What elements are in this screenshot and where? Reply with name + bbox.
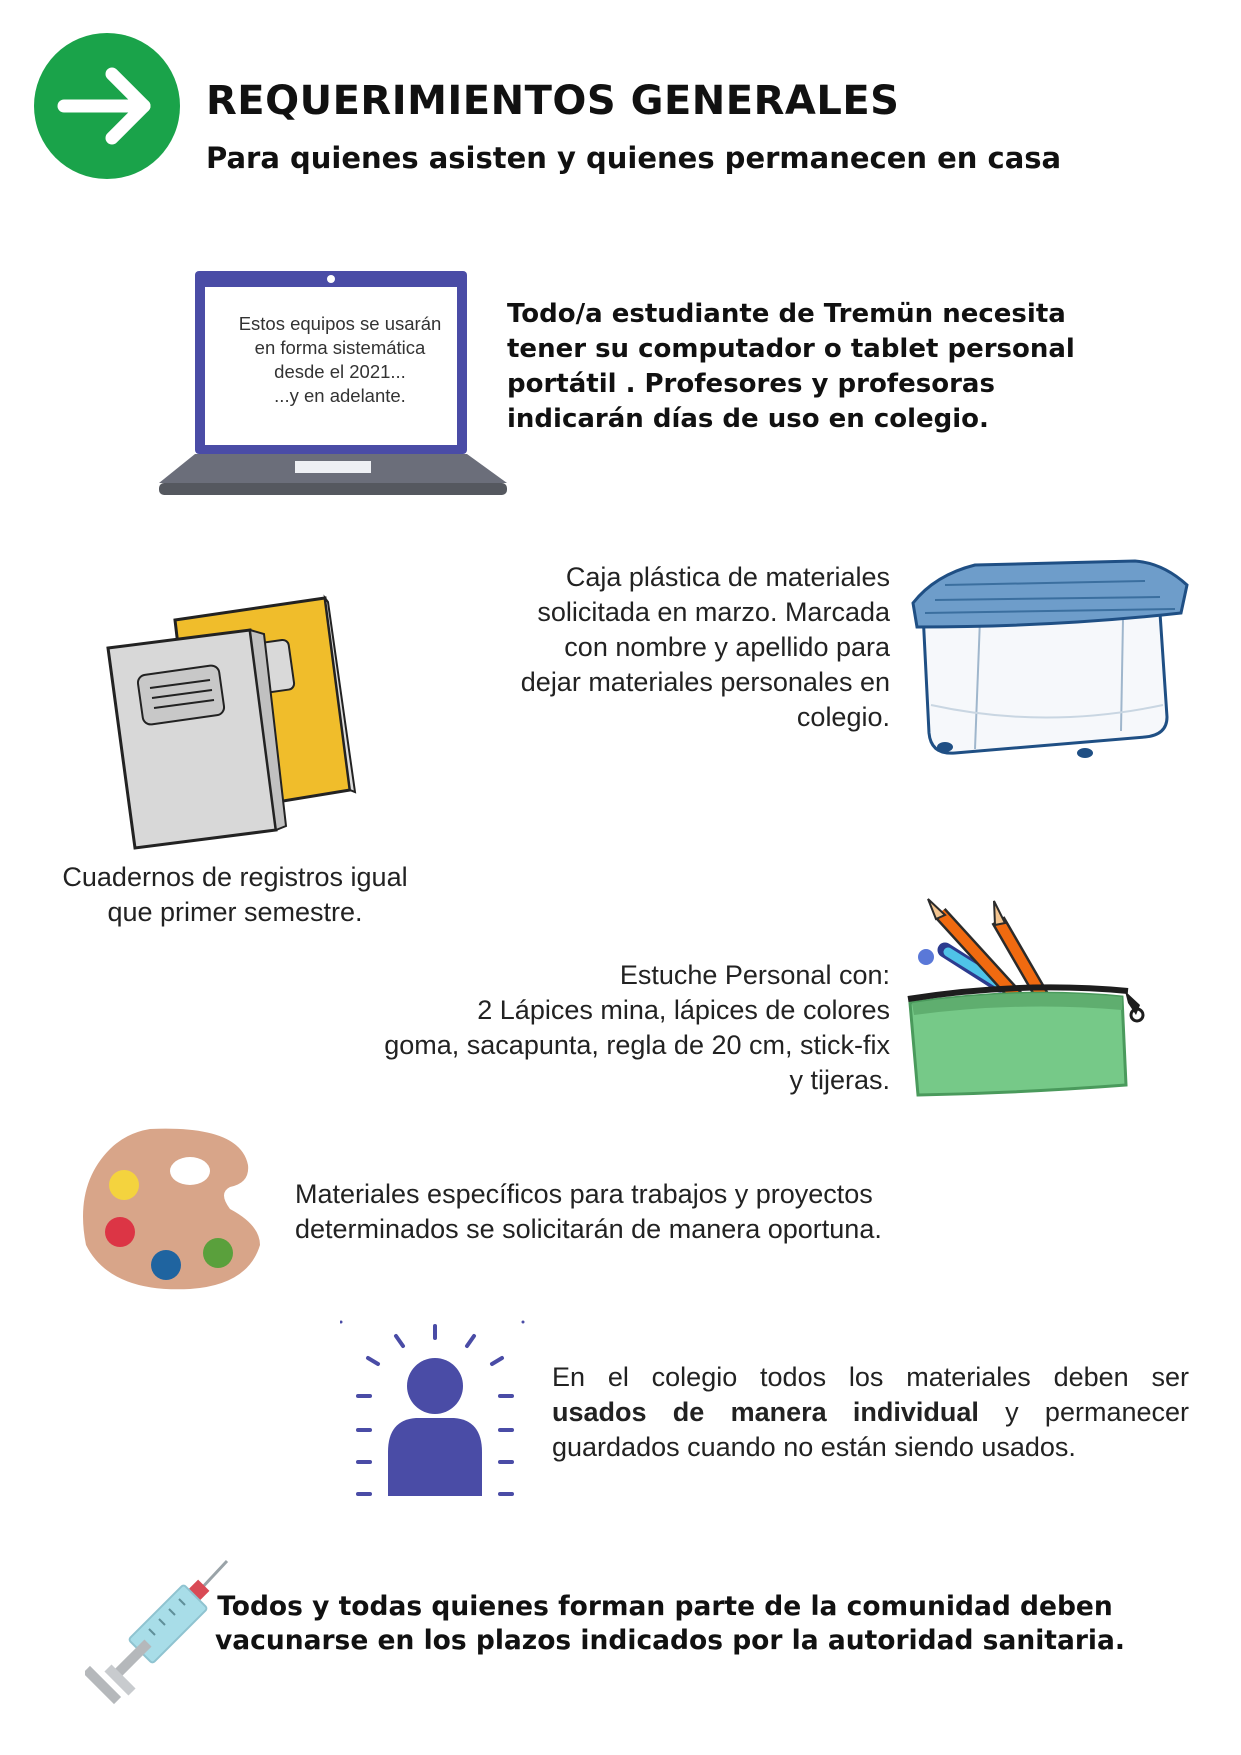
box-requirement-text [440,560,890,735]
notebooks-requirement-text [30,860,440,930]
notebooks-text-line: Cuadernos de registros igual [62,862,408,892]
laptop-screen-line: desde el 2021... [274,361,406,382]
individual-text-line: guardados cuando no están siendo usados. [552,1432,1076,1462]
individual-text-rest: y permanecer [978,1397,1190,1427]
pencil-case-icon [900,895,1165,1105]
box-text-line: Caja plástica de materiales [565,562,890,592]
laptop-screen-line: ...y en adelante. [274,385,406,406]
pencil-case-text-line: y tijeras. [789,1065,890,1095]
individual-text-line: En el colegio todos los materiales deben ser [552,1362,1189,1392]
notebooks-text-line: que primer semestre. [107,897,363,927]
individual-text-line-2 [552,1395,1189,1430]
individual-requirement-text [552,1360,1189,1465]
syringe-icon [85,1555,235,1710]
palette-text-line: determinados se solicitarán de manera oportuna. [295,1214,882,1244]
pencil-case-text-line: 2 Lápices mina, lápices de colores [477,995,890,1025]
plastic-box-icon [905,555,1195,765]
laptop-screen-note [210,312,470,408]
laptop-text-line: portátil . Profesores y profesoras [507,369,995,399]
laptop-text-line: Todo/a estudiante de Tremün necesita [507,299,1066,329]
vaccine-text-line: vacunarse en los plazos indicados por la autoridad sanitaria. [215,1625,1125,1656]
laptop-screen-line: Estos equipos se usarán [238,313,442,334]
laptop-text-line: tener su computador o tablet personal [507,334,1075,364]
box-text-line: con nombre y apellido para [564,632,890,662]
box-text-line: colegio. [796,702,890,732]
palette-text-line: Materiales específicos para trabajos y proyectos [295,1179,873,1209]
individual-emphasis: usados de manera individual [552,1397,979,1427]
laptop-text-line: indicarán días de uso en colegio. [507,404,989,434]
page-title: REQUERIMIENTOS GENERALES [206,78,900,124]
arrow-right-icon [34,33,180,179]
page-subtitle: Para quienes asisten y quienes permanecen en casa [206,141,1062,175]
box-text-line: solicitada en marzo. Marcada [537,597,890,627]
laptop-screen-line: en forma sistemática [254,337,426,358]
header-circle [34,33,180,179]
pencil-case-text-line: Estuche Personal con: [619,960,890,990]
laptop-requirement-text [507,297,1075,437]
palette-requirement-text [295,1177,882,1247]
box-text-line: dejar materiales personales en [520,667,890,697]
pencil-case-text-line: goma, sacapunta, regla de 20 cm, stick-fix [384,1030,890,1060]
vaccine-requirement-text [215,1590,1125,1658]
paint-palette-icon [80,1125,280,1295]
person-icon [340,1320,530,1505]
notebooks-icon [100,590,360,850]
vaccine-text-line: Todos y todas quienes forman parte de la comunidad deben [217,1591,1113,1622]
pencil-case-requirement-text [300,958,890,1098]
